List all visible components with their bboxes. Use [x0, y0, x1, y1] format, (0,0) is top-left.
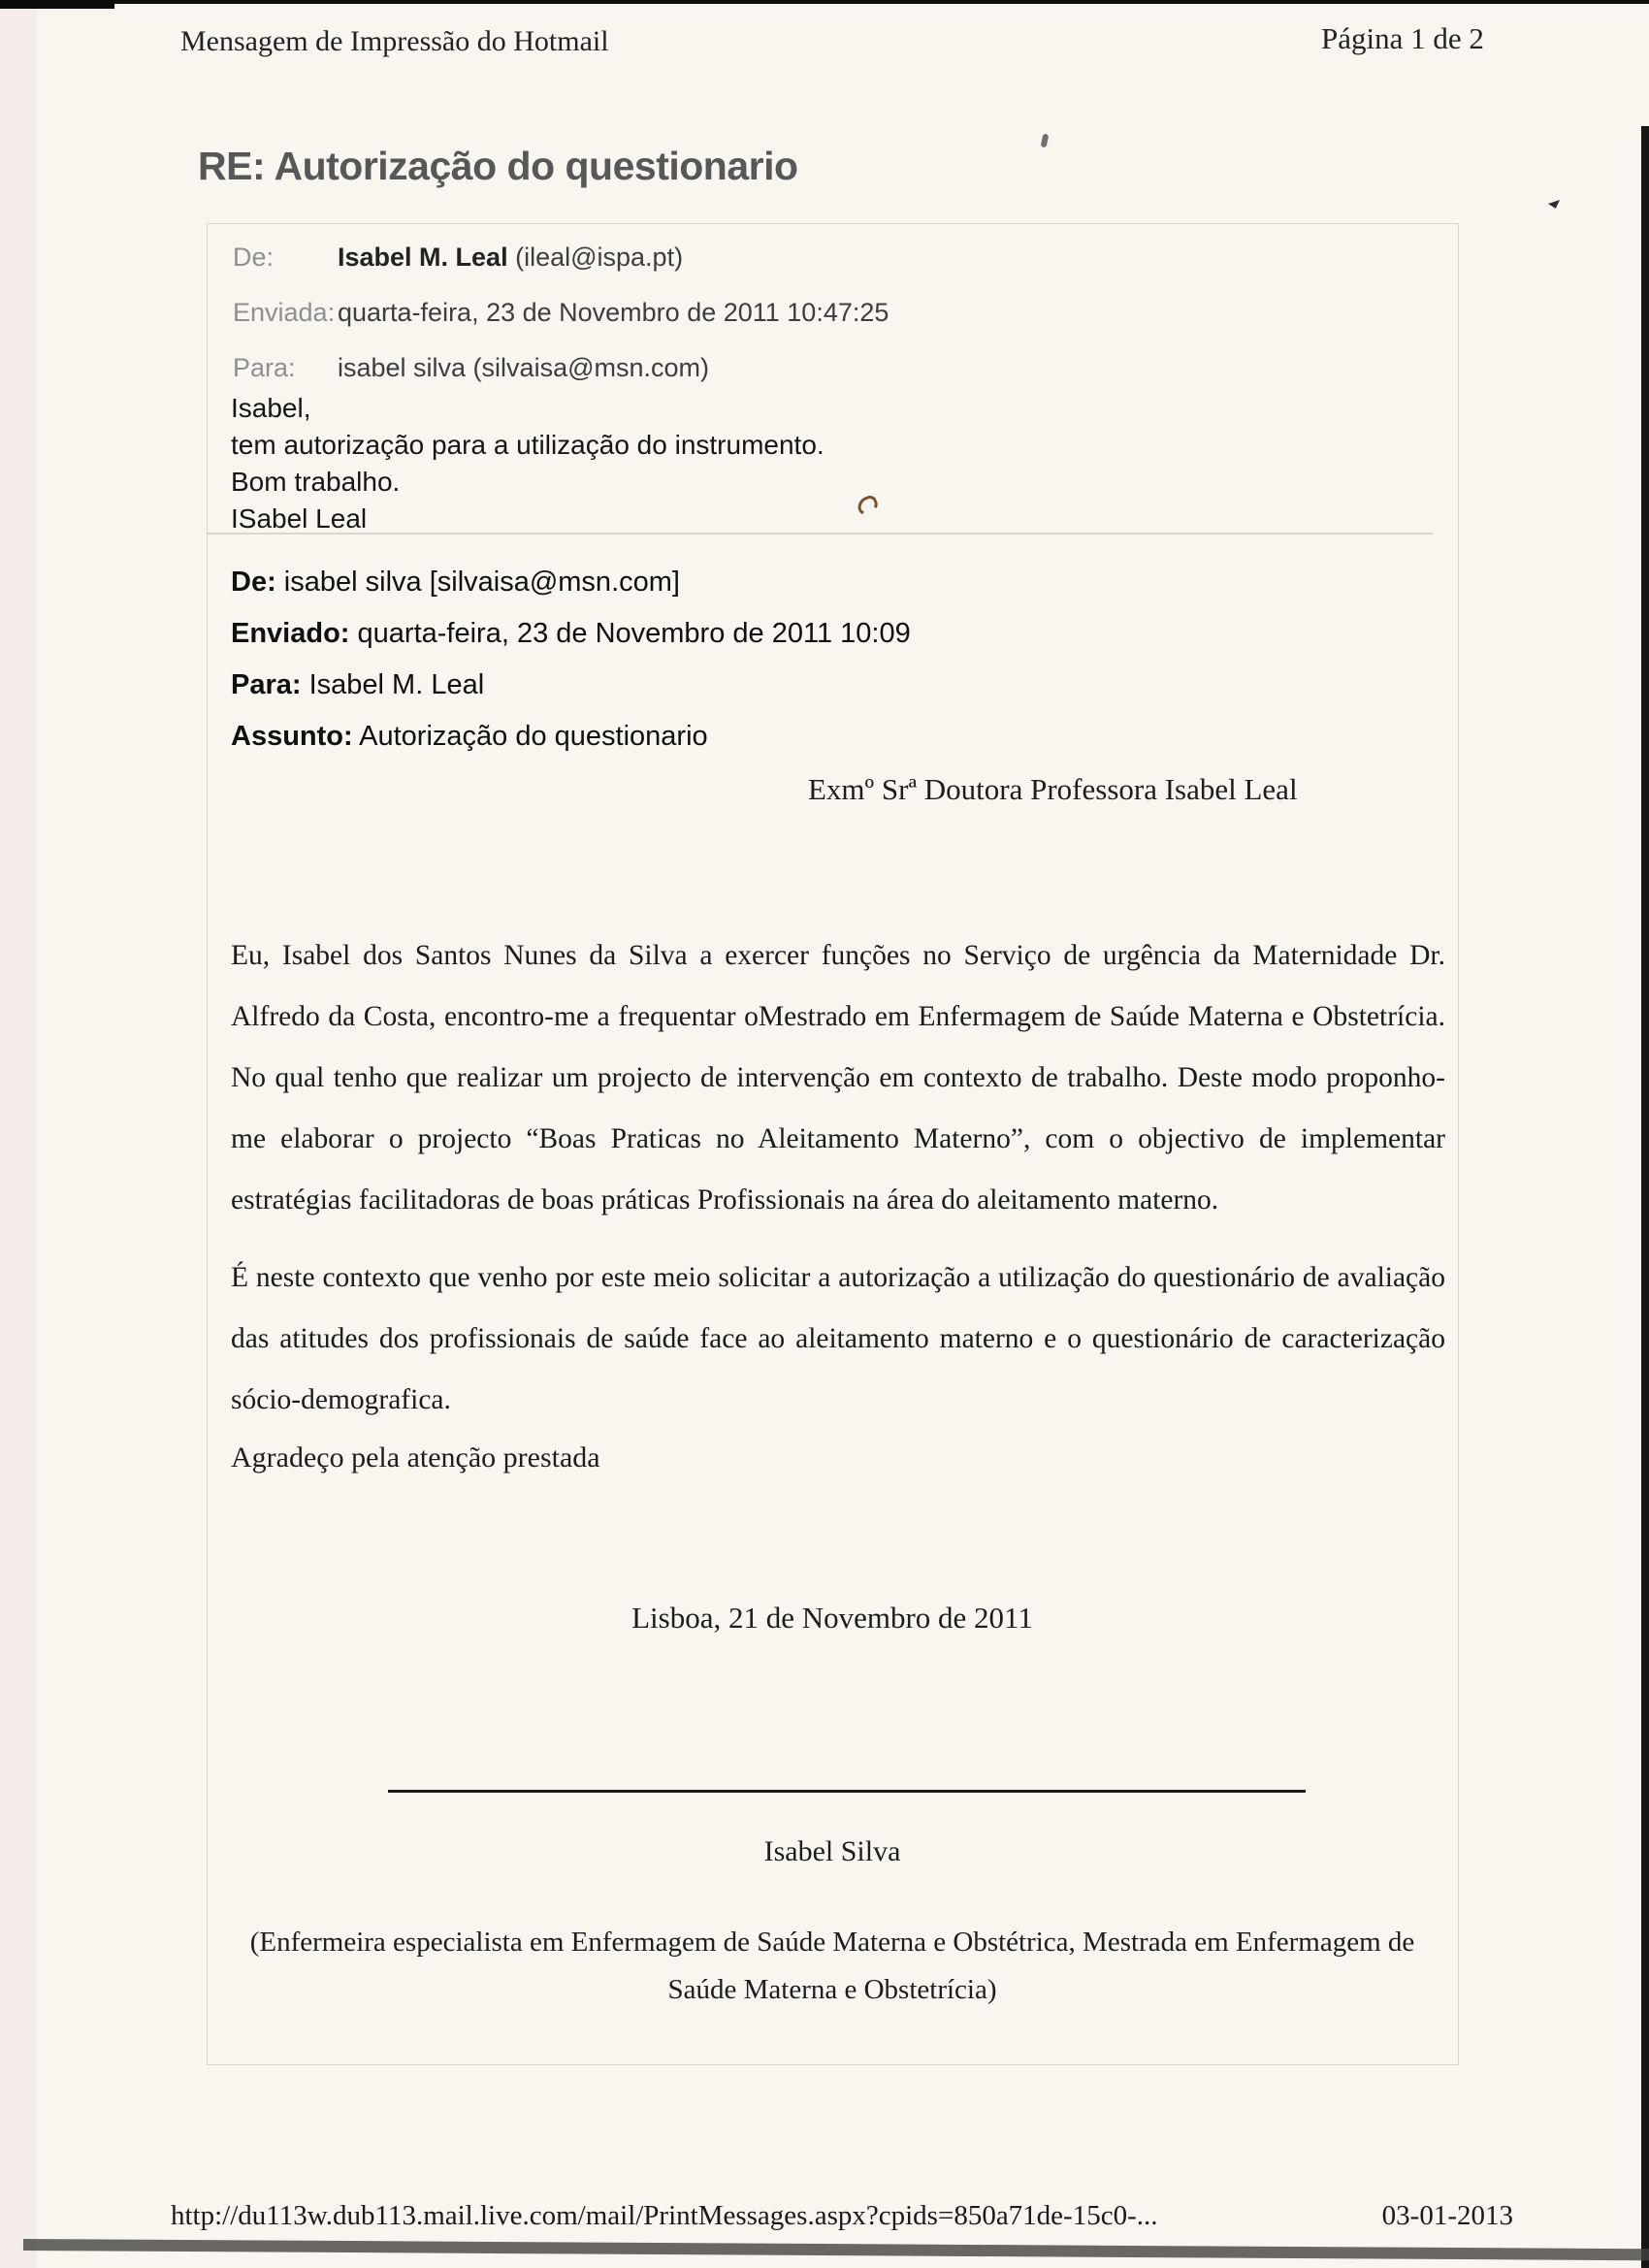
header-row-sent [233, 298, 889, 328]
scan-edge-right-band [1641, 126, 1649, 2268]
letter-paragraph-2: É neste contexto que venho por este meio solicitar a autorização a utilização do questionário de avaliação das atitudes dos profissionais de saúde face ao aleitamento materno e o questionário de caracterização sócio-demografica. [231, 1262, 1445, 1415]
quoted-from: De: isabel silva [silvaisa@msn.com] [231, 567, 680, 598]
scan-edge-bottom-band [23, 2239, 1649, 2260]
print-footer-url: http://du113w.dub113.mail.live.com/mail/PrintMessages.aspx?cpids=850a71de-15c0-... [171, 2200, 1158, 2231]
quoted-message-headers [231, 557, 911, 762]
to-value: isabel silva (silvaisa@msn.com) [338, 353, 709, 382]
letter-paragraph-1: Eu, Isabel dos Santos Nunes da Silva a exercer funções no Serviço de urgência da Maternidade Dr. Alfredo da Costa, encontro-me a frequentar oMestrado em Enfermagem de Saúde Materna e Obstetrícia. No qual tenho que realizar um projecto de intervenção em contexto de trabalho. Deste modo proponho-me elaborar o projecto “Boas Praticas no Aleitamento Materno”, com o objectivo de implementar estratégias facilitadoras de boas práticas Profissionais na área do aleitamento materno. [231, 940, 1445, 1215]
signature-title: (Enfermeira especialista em Enfermagem de Saúde Materna e Obstétrica, Mestrada em Enfermagem de Saúde Materna e Obstetrícia) [249, 1927, 1415, 2005]
sent-value: quarta-feira, 23 de Novembro de 2011 10:47:25 [338, 298, 889, 327]
reply-line: Isabel, [231, 393, 311, 423]
print-header-title: Mensagem de Impressão do Hotmail [180, 25, 609, 57]
signature-line [388, 1790, 1306, 1793]
to-label: Para: [233, 353, 296, 382]
header-row-to [233, 353, 709, 383]
reply-line: ISabel Leal [231, 503, 368, 534]
scan-speck [1548, 200, 1560, 209]
quoted-sent: Enviado: quarta-feira, 23 de Novembro de 2011 10:09 [231, 618, 911, 649]
header-row-from [233, 243, 683, 273]
from-label: De: [233, 243, 275, 272]
scan-edge-top-left-band [0, 0, 114, 9]
signature-name: Isabel Silva [763, 1835, 901, 1867]
sent-label: Enviada: [233, 298, 336, 327]
print-footer-date: 03-01-2013 [1381, 2200, 1513, 2231]
print-footer [171, 2200, 1513, 2232]
scanner-bed-left-strip [0, 0, 37, 2268]
letter-dateline: Lisboa, 21 de Novembro de 2011 [631, 1601, 1033, 1635]
print-page-number: Página 1 de 2 [1321, 21, 1484, 55]
quoted-subject: Assunto: Autorização do questionario [231, 721, 708, 752]
reply-line: Bom trabalho. [231, 467, 401, 497]
scan-edge-top-band [0, 0, 1649, 4]
email-subject: RE: Autorização do questionario [198, 144, 798, 188]
reply-line: tem autorização para a utilização do instrumento. [231, 430, 824, 460]
scan-speck [1041, 134, 1050, 148]
from-name: Isabel M. Leal [338, 243, 508, 272]
reply-body [231, 390, 824, 537]
letter-closing: Agradeço pela atenção prestada [231, 1442, 600, 1474]
letter-salutation: Exmº Srª Doutora Professora Isabel Leal [808, 772, 1298, 806]
quoted-to: Para: Isabel M. Leal [231, 669, 485, 700]
from-address: (ileal@ispa.pt) [515, 243, 684, 272]
